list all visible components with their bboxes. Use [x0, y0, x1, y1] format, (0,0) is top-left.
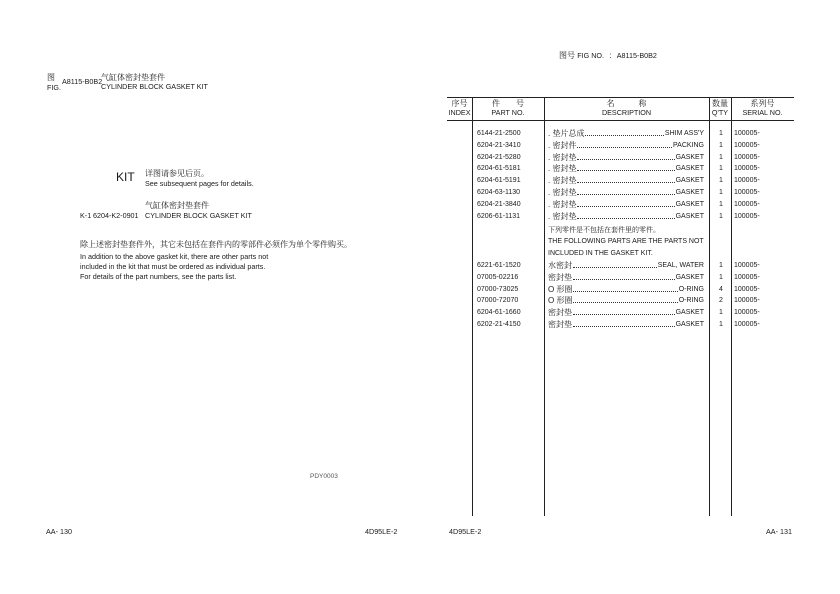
row-description: [548, 189, 704, 197]
leader-dots: [577, 194, 674, 195]
row-serial-number: 100005-: [734, 321, 760, 328]
row-part-number: 6221-61-1520: [477, 262, 521, 269]
row-serial-number: 100005-: [734, 153, 760, 161]
column-divider: [731, 97, 732, 516]
row-description: [548, 201, 704, 209]
figure-title-cn: 气缸体密封垫套件: [101, 73, 165, 82]
leader-dots: [573, 302, 677, 303]
row-part-number: 6204-61-5181: [477, 165, 521, 173]
row-part-number: 07000-73025: [477, 285, 519, 293]
row-description-en: GASKET: [675, 153, 704, 161]
row-part-number: 6204-61-5191: [477, 177, 521, 185]
header-description-en: DESCRIPTION: [601, 107, 652, 117]
row-serial-number: 100005-: [734, 130, 760, 137]
row-serial-number: 100005-: [734, 297, 760, 305]
separator-note-cn: 下列零件是不包括在套件里的零件。: [548, 227, 660, 234]
row-part-number: 07005-02216: [477, 273, 519, 281]
kit-label: KIT: [116, 170, 135, 184]
separator-note-en: INCLUDED IN THE GASKET KIT.: [548, 250, 653, 257]
row-part-number: 6144-21-2500: [477, 130, 521, 137]
fig-label-cn: 图: [47, 73, 55, 82]
fig-no-header-value: A8115-B0B2: [616, 51, 657, 60]
row-description: [548, 297, 704, 305]
header-qty-cn: 数量: [712, 99, 728, 108]
row-description-en: PACKING: [673, 141, 704, 149]
row-description-en: GASKET: [675, 309, 704, 317]
row-description: [548, 213, 704, 221]
additional-parts-note-en-line: For details of the part numbers, see the parts list.: [80, 272, 237, 281]
leader-dots: [573, 291, 677, 292]
row-serial-number: 100005-: [734, 165, 760, 173]
row-part-number: 6204-21-3840: [477, 200, 521, 208]
model-left: 4D95LE-2: [365, 527, 398, 536]
row-description: [548, 165, 704, 173]
fig-no-header-sep: :: [609, 51, 612, 60]
fig-no-header-cn: 图号: [559, 51, 575, 60]
row-description: [548, 262, 704, 270]
header-part-no-cn: 件 号: [492, 99, 524, 108]
row-serial-number: 100005-: [734, 200, 760, 208]
row-part-number: 07000-72070: [477, 297, 519, 305]
header-index-en: INDEX: [448, 107, 471, 117]
header-qty-en: Q'TY: [711, 107, 729, 117]
leader-dots: [577, 147, 672, 148]
row-quantity: 1: [719, 165, 723, 173]
row-description-cn: . 密封垫: [548, 211, 577, 221]
row-description-cn: 密封垫: [548, 272, 572, 282]
leader-dots: [573, 279, 675, 280]
separator-note-en: THE FOLLOWING PARTS ARE THE PARTS NOT: [548, 238, 704, 245]
figure-title-en: CYLINDER BLOCK GASKET KIT: [101, 82, 208, 91]
row-description-cn: . 密封垫: [548, 176, 577, 186]
row-part-number: 6204-21-5280: [477, 153, 521, 161]
row-part-number: 6204-63-1130: [477, 189, 521, 196]
page-number-left: AA- 130: [46, 527, 72, 536]
header-description-cn: 名 称: [606, 99, 647, 108]
row-description: [548, 177, 704, 185]
row-serial-number: 100005-: [734, 189, 760, 196]
leader-dots: [577, 218, 674, 219]
model-right: 4D95LE-2: [449, 527, 482, 536]
row-description-cn: 密封垫: [548, 320, 572, 329]
column-divider: [709, 97, 710, 516]
header-part-no-en: PART NO.: [491, 107, 525, 117]
leader-dots: [573, 267, 657, 268]
row-description: [548, 321, 704, 329]
row-description: [548, 142, 704, 150]
column-divider: [472, 97, 473, 516]
row-description-en: GASKET: [675, 273, 704, 281]
row-part-number: 6202-21-4150: [477, 321, 521, 328]
fig-label-en: FIG.: [47, 83, 61, 92]
header-index-cn: 序号: [451, 99, 468, 108]
kit-name-cn: 气缸体密封垫套件: [145, 201, 209, 210]
row-quantity: 1: [719, 141, 723, 149]
row-serial-number: 100005-: [734, 309, 760, 317]
row-description-en: SHIM ASS'Y: [664, 130, 704, 137]
row-description-en: GASKET: [675, 212, 704, 220]
row-description-en: GASKET: [675, 165, 704, 173]
row-quantity: 1: [719, 273, 723, 281]
row-description-cn: . 密封垫: [548, 152, 577, 162]
row-description-en: GASKET: [675, 189, 704, 196]
row-description-en: SEAL, WATER: [657, 262, 704, 269]
header-part-no: [472, 100, 544, 117]
kit-index: K-1: [80, 211, 92, 220]
drawing-code: PDY0003: [310, 473, 338, 480]
row-quantity: 1: [719, 177, 723, 185]
row-serial-number: 100005-: [734, 141, 760, 149]
row-quantity: 1: [719, 309, 723, 317]
header-serial: [731, 100, 794, 117]
row-description-cn: 密封垫: [548, 308, 572, 318]
row-quantity: 2: [719, 297, 723, 305]
row-quantity: 1: [719, 130, 723, 137]
row-quantity: 1: [719, 189, 723, 196]
row-serial-number: 100005-: [734, 177, 760, 185]
row-description-cn: 水密封: [548, 261, 572, 270]
kit-name-en: CYLINDER BLOCK GASKET KIT: [145, 211, 252, 220]
row-quantity: 1: [719, 200, 723, 208]
kit-note-cn: 详图请参见后页。: [145, 169, 209, 178]
row-quantity: 1: [719, 212, 723, 220]
row-quantity: 1: [719, 262, 723, 269]
row-serial-number: 100005-: [734, 262, 760, 269]
leader-dots: [585, 135, 663, 136]
header-qty: [709, 100, 731, 117]
row-description-cn: . 垫片总成: [548, 129, 585, 138]
header-serial-en: SERIAL NO.: [742, 107, 783, 117]
leader-dots: [573, 314, 675, 315]
leader-dots: [577, 170, 674, 171]
row-description-cn: O 形圈: [548, 296, 573, 306]
row-description: [548, 130, 704, 138]
header-serial-cn: 系列号: [750, 99, 775, 108]
fig-number: A8115-B0B2: [62, 77, 103, 86]
page-number-right: AA- 131: [766, 527, 792, 536]
row-description-en: O-RING: [678, 297, 704, 305]
row-description-cn: . 密封件: [548, 140, 577, 150]
row-quantity: 1: [719, 321, 723, 328]
row-serial-number: 100005-: [734, 273, 760, 281]
fig-no-header-en: FIG NO.: [577, 51, 604, 60]
row-serial-number: 100005-: [734, 285, 760, 293]
row-description-cn: O 形圈: [548, 284, 573, 294]
row-part-number: 6204-21-3410: [477, 141, 521, 149]
header-index: [447, 100, 472, 117]
row-part-number: 6206-61-1131: [477, 212, 521, 220]
row-description: [548, 286, 704, 294]
fig-no-header: [559, 50, 657, 61]
row-description: [548, 154, 704, 162]
row-description-cn: . 密封垫: [548, 164, 577, 174]
leader-dots: [577, 159, 674, 160]
additional-parts-note-cn: 除上述密封垫套件外，其它未包括在套件内的零部件必须作为单个零件购买。: [80, 240, 352, 249]
row-description-en: O-RING: [678, 285, 704, 293]
leader-dots: [573, 326, 675, 327]
table-header-rule: [447, 120, 794, 121]
row-part-number: 6204-61-1660: [477, 309, 521, 317]
row-description-en: GASKET: [675, 200, 704, 208]
kit-note-en: See subsequent pages for details.: [145, 179, 254, 188]
row-description-en: GASKET: [675, 321, 704, 328]
leader-dots: [577, 182, 674, 183]
row-quantity: 4: [719, 285, 723, 293]
additional-parts-note-en-line: included in the kit that must be ordered as individual parts.: [80, 262, 266, 271]
row-quantity: 1: [719, 153, 723, 161]
row-description-en: GASKET: [675, 177, 704, 185]
column-divider: [544, 97, 545, 516]
row-serial-number: 100005-: [734, 212, 760, 220]
row-description: [548, 274, 704, 282]
row-description-cn: . 密封垫: [548, 188, 577, 197]
row-description-cn: . 密封垫: [548, 199, 577, 209]
row-description: [548, 309, 704, 317]
kit-part-number: 6204-K2-0901: [93, 211, 139, 220]
additional-parts-note-en-line: In addition to the above gasket kit, there are other parts not: [80, 252, 269, 261]
leader-dots: [577, 206, 674, 207]
header-description: [544, 100, 709, 117]
